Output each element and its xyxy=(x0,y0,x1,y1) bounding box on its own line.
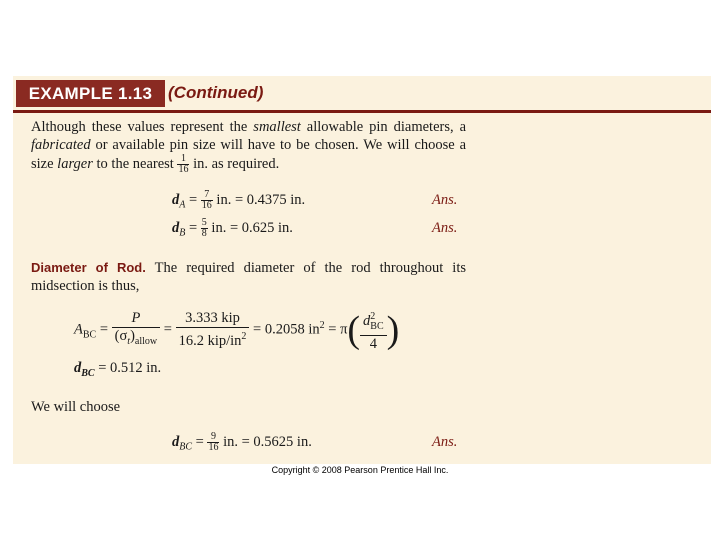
intro-fabricated: fabricated xyxy=(31,137,91,153)
rod-paragraph xyxy=(31,259,466,295)
answer-label-dB: Ans. xyxy=(432,220,458,236)
intro-fraction: $\frac{1}{16}$ xyxy=(178,153,189,175)
intro-larger: larger xyxy=(57,155,93,172)
intro-text-4: to the nearest xyxy=(92,155,178,172)
example-label: EXAMPLE 1.13 xyxy=(16,80,165,107)
rod-heading: Diameter of Rod. xyxy=(31,260,146,275)
intro-text-5: in. as required. xyxy=(189,155,280,172)
intro-text-1: Although these values represent the xyxy=(31,119,254,135)
intro-smallest: smallest xyxy=(253,119,301,135)
equation-final: $d_{BC}$ = $\frac{9}{16}$ in. = 0.5625 in. xyxy=(172,431,312,453)
equation-ABC: $A_{BC}$ = P $(\sigma_t)_{allow}$ = 3.333 kip 16.2 kip/$in^2$ = 0.2058 $in^2 = \pi$( $\frac{d^2_{BC}}{4}$ ) xyxy=(74,309,400,352)
copyright-notice: Copyright © 2008 Pearson Prentice Hall Inc. xyxy=(271,465,449,475)
answer-label-dA: Ans. xyxy=(432,192,458,208)
answer-label-final: Ans. xyxy=(432,434,458,450)
equation-dA: $d_A$ = $\frac{7}{16}$ in. = 0.4375 in. xyxy=(172,189,306,211)
rod-text: The required diameter of the rod throughout its midsection is thus, xyxy=(31,260,466,294)
intro-text-2: allowable pin diameters, a xyxy=(300,119,467,135)
intro-text-3: or available pin size will have to be chosen. We will choose a size xyxy=(31,137,466,172)
choose-text: We will choose xyxy=(31,399,121,415)
equation-dBC: $d_{BC} = 0.512$ in. xyxy=(74,360,162,379)
continued-label: (Continued) xyxy=(168,83,264,102)
intro-paragraph xyxy=(31,118,466,175)
equation-dB: $d_B$ = $\frac{5}{8}$ in. = 0.625 in. xyxy=(172,217,293,239)
